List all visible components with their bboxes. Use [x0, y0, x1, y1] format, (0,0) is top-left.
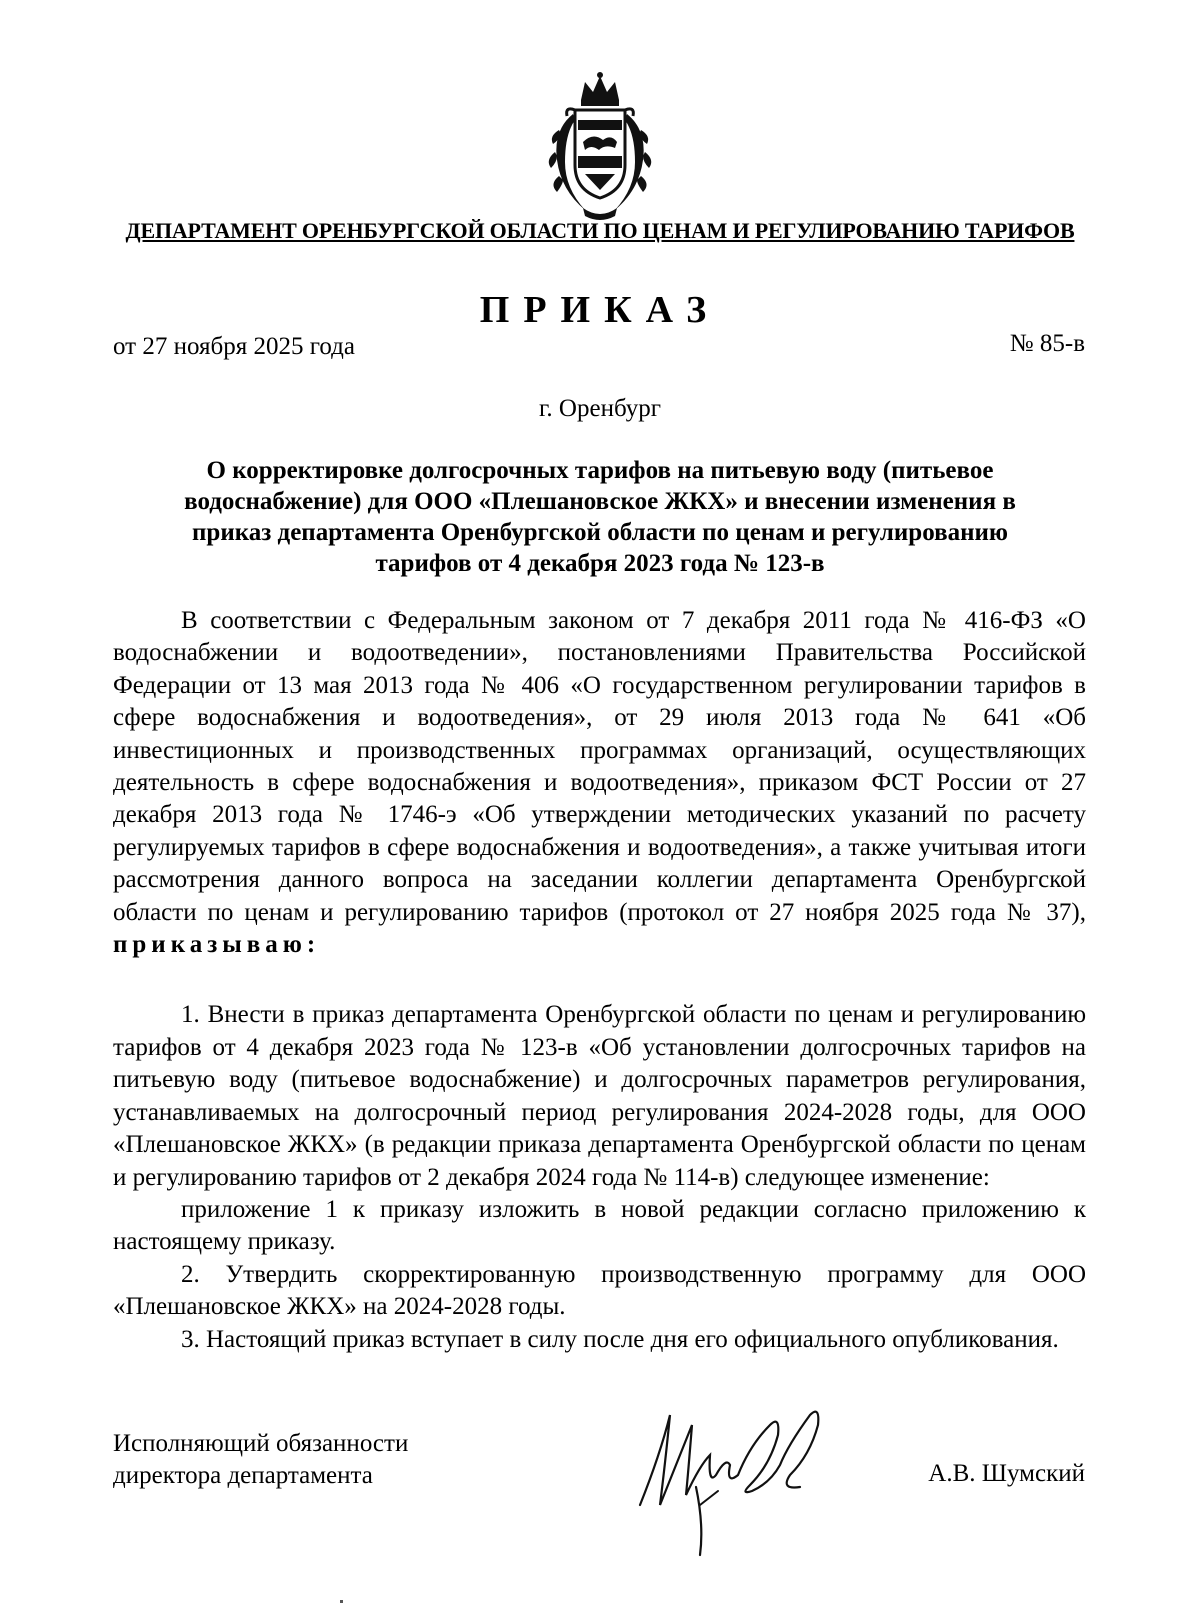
item-1-sub-paragraph: приложение 1 к приказу изложить в новой редакции согласно приложению к настоящему приказу.: [113, 1195, 1086, 1256]
subject-line: О корректировке долгосрочных тарифов на питьевую воду (питьевое: [206, 457, 994, 484]
signatory-title: [113, 1428, 408, 1492]
handwritten-signature: [630, 1395, 840, 1565]
order-subject: [140, 455, 1060, 579]
signatory-title-line: директора департамента: [113, 1462, 373, 1489]
subject-line: водоснабжение) для ООО «Плешановское ЖКХ» и внесении изменения в: [184, 488, 1016, 515]
document-type-title: ПРИКАЗ: [479, 289, 721, 331]
order-date: от 27 ноября 2025 года: [113, 333, 355, 360]
item-2-paragraph: 2. Утвердить скорректированную производственную программу для ООО «Плешановское ЖКХ» на 2024-2028 годы.: [113, 1260, 1086, 1321]
order-word: приказываю:: [113, 931, 321, 959]
item-3-paragraph: 3. Настоящий приказ вступает в силу после дня его официального опубликования.: [181, 1325, 1059, 1353]
preamble-paragraph: [113, 605, 1086, 961]
signatory-name: А.В. Шумский: [928, 1460, 1085, 1487]
subject-line: приказ департамента Оренбургской области по ценам и регулированию: [192, 519, 1008, 546]
city: г. Оренбург: [539, 395, 661, 422]
order-number: № 85-в: [1009, 330, 1085, 357]
coat-of-arms-emblem: [545, 70, 655, 225]
item-1-paragraph: 1. Внести в приказ департамента Оренбургской области по ценам и регулированию тарифов от 4 декабря 2023 года № 123-в «Об установлении долгосрочных тарифов на питьевую воду (питьевое водоснабжение) и долгосрочных параметров регулирования, устанавливаемых на долгосрочный период регулирования 2024-2028 годы, для ООО «Плешановское ЖКХ» (в редакции приказа департамента Оренбургской области по ценам и регулированию тарифов от 2 декабря 2024 года № 114-в) следующее изменение:: [113, 1001, 1086, 1191]
preamble-text: В соответствии с Федеральным законом от 7 декабря 2011 года № 416-ФЗ «О водоснабжении и водоотведении», постановлениями Правительства Российской Федерации от 13 мая 2013 года № 406 «О государственном регулировании тарифов в сфере водоснабжения и водоотведения», от 29 июля 2013 года № 641 «Об инвестиционных и производственных программах организаций, осуществляющих деятельность в сфере водоснабжения и водоотведения», приказом ФСТ России от 27 декабря 2013 года № 1746-э «Об утверждении методических указаний по расчету регулируемых тарифов в сфере водоснабжения и водоотведения», а также учитывая итоги рассмотрения данного вопроса на заседании коллегии департамента Оренбургской области по ценам и регулированию тарифов (протокол от 27 ноября 2025 года № 37),: [113, 607, 1086, 926]
order-body: [113, 605, 1086, 1356]
department-name: ДЕПАРТАМЕНТ ОРЕНБУРГСКОЙ ОБЛАСТИ ПО ЦЕНАМ И РЕГУЛИРОВАНИЮ ТАРИФОВ: [125, 218, 1075, 243]
subject-line: тарифов от 4 декабря 2023 года № 123-в: [375, 550, 825, 577]
scan-dot: [340, 1600, 343, 1603]
signatory-title-line: Исполняющий обязанности: [113, 1430, 409, 1457]
